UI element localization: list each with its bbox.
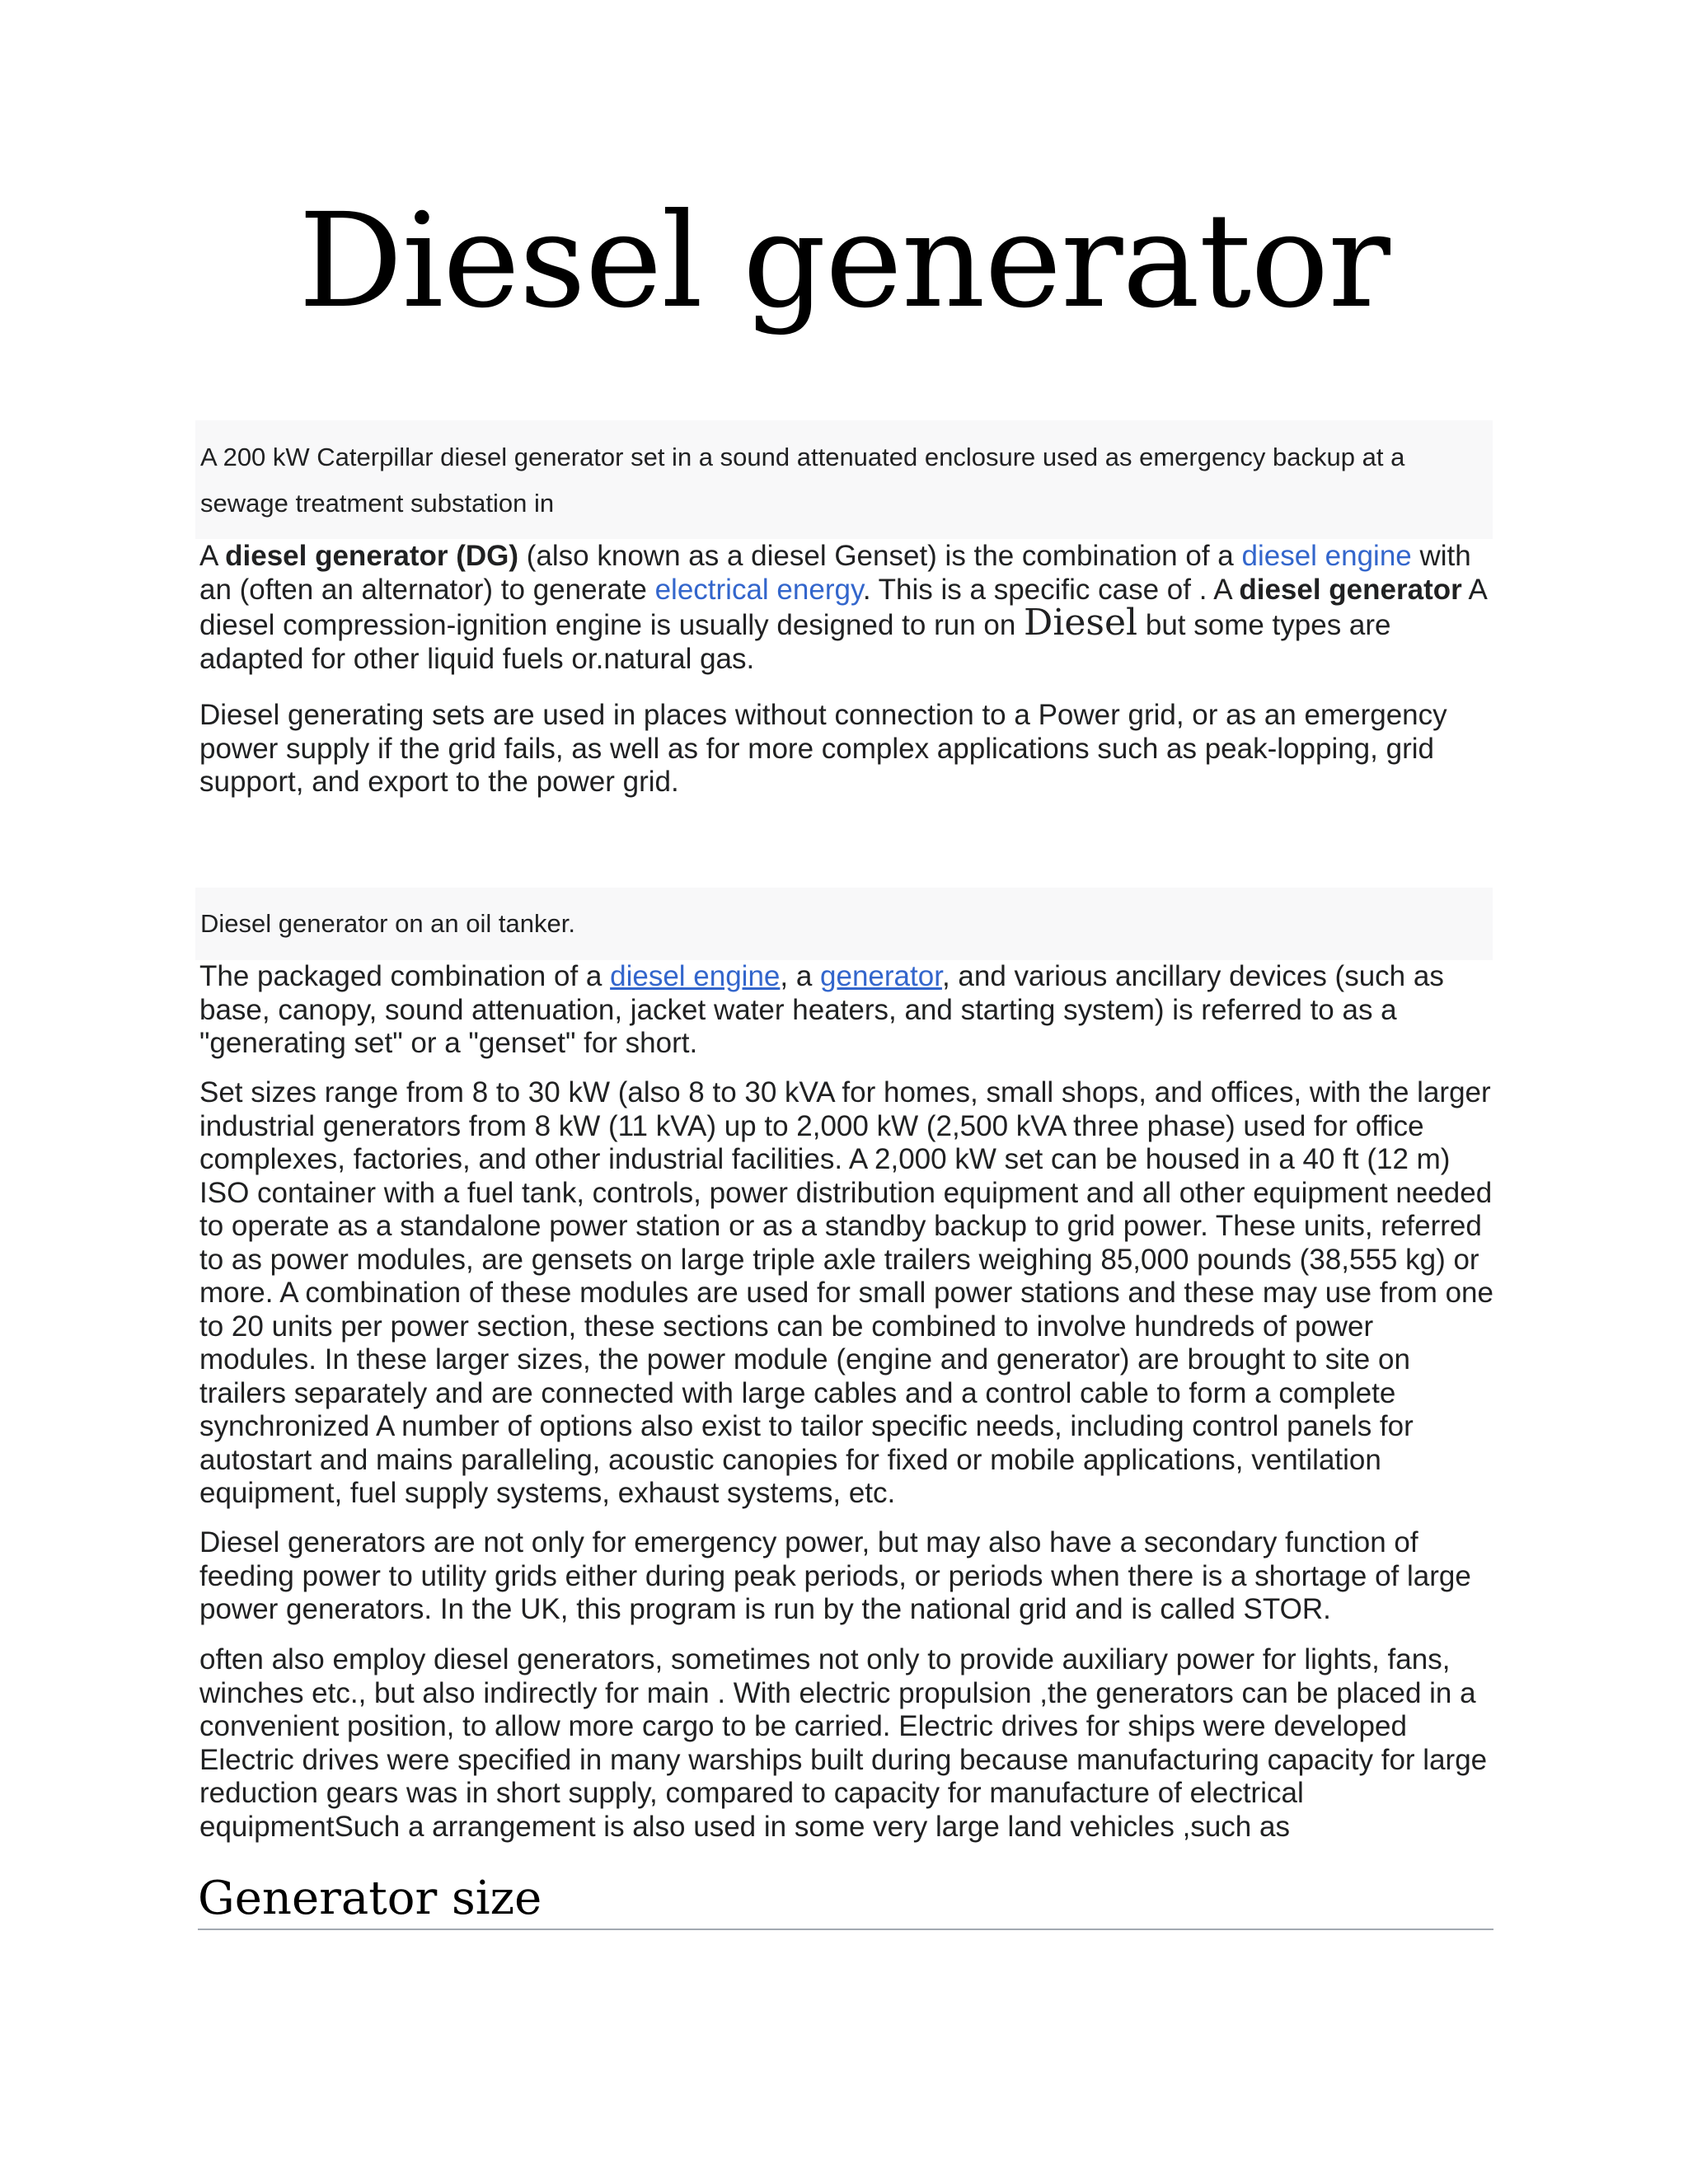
text-run: A diesel compression-ignition engine is usually designed to run on <box>199 573 1486 641</box>
paragraph-uses: Diesel generating sets are used in places without connection to a Power grid, or as an emergency power supply if the grid fails, as well as for more complex applications such as peak-lopping, grid support, and export to the power grid. <box>199 699 1447 798</box>
text-run: with an (often an alternator) to generate <box>199 540 1471 606</box>
paragraph-set-sizes: Set sizes range from 8 to 30 kW (also 8 to 30 kVA for homes, small shops, and offices, with the larger industrial generators from 8 kW (11 kVA) up to 2,000 kW (2,500 kVA three phase) used for office complexes, factories, and other industrial facilities. A 2,000 kW set can be housed in a 40 ft (12 m) ISO container with a fuel tank, controls, power distribution equipment and all other equipment needed to operate as a standalone power station or as a standby backup to grid power. These units, referred to as power modules, are gensets on large triple axle trailers weighing 85,000 pounds (38,555 kg) or more. A combination of these modules are used for small power stations and these may use from one to 20 units per power section, these sections can be combined to involve hundreds of power modules. In these larger sizes, the power module (engine and generator) are brought to site on trailers separately and are connected with large cables and a control cable to form a complete synchronized A number of options also exist to tailor specific needs, including control panels for autostart and mains paralleling, acoustic canopies for fixed or mobile applications, ventilation equipment, fuel supply systems, exhaust systems, etc. <box>199 1076 1493 1509</box>
intro-paragraph <box>199 540 1493 676</box>
text-run: but some types are adapted for other liquid fuels or.natural gas. <box>199 609 1391 675</box>
section-heading-generator-size: Generator size <box>198 1871 1493 1930</box>
bold-term-diesel-generator: diesel generator <box>1239 573 1462 606</box>
bold-term-diesel-generator-dg: diesel generator (DG) <box>225 540 519 572</box>
text-run: A <box>199 540 226 572</box>
text-run: , and various ancillary devices (such as base, canopy, sound attenuation, jacket water heaters, and starting system) is referred to as a "generating set" or a "genset" for short. <box>199 960 1444 1059</box>
paragraph-grid-feeding: Diesel generators are not only for emergency power, but may also have a secondary function of feeding power to utility grids either during peak periods, or periods when there is a shortage of large power generators. In the UK, this program is run by the national grid and is called STOR. <box>199 1526 1471 1625</box>
link-diesel-engine[interactable]: diesel engine <box>610 960 781 992</box>
text-run: The packaged combination of a <box>199 960 611 992</box>
image-caption: A 200 kW Caterpillar diesel generator set in a sound attenuated enclosure used as emergency backup at a sewage treatment substation in <box>195 420 1493 539</box>
link-electrical-energy[interactable]: electrical energy <box>654 573 863 606</box>
text-run: , a <box>780 960 821 992</box>
image-caption: Diesel generator on an oil tanker. <box>195 888 1493 960</box>
paragraph-genset <box>199 960 1493 1061</box>
link-generator[interactable]: generator <box>820 960 942 992</box>
paragraph-ships: often also employ diesel generators, sometimes not only to provide auxiliary power for lights, fans, winches etc., but also indirectly for main . With electric propulsion ,the generators can be placed in a convenient position, to allow more cargo to be carried. Electric drives for ships were developed Electric drives were specified in many warships built during because manufacturing capacity for large reduction gears was in short supply, compared to capacity for manufacture of electrical equipmentSuch a arrangement is also used in some very large land vehicles ,such as <box>199 1643 1488 1843</box>
text-run: . This is a specific case of . A <box>862 573 1240 606</box>
serif-word-diesel: Diesel <box>1024 602 1138 644</box>
link-diesel-engine[interactable]: diesel engine <box>1241 540 1412 572</box>
page-title: Diesel generator <box>298 185 1390 337</box>
text-run: (also known as a diesel Genset) is the combination of a <box>518 540 1242 572</box>
